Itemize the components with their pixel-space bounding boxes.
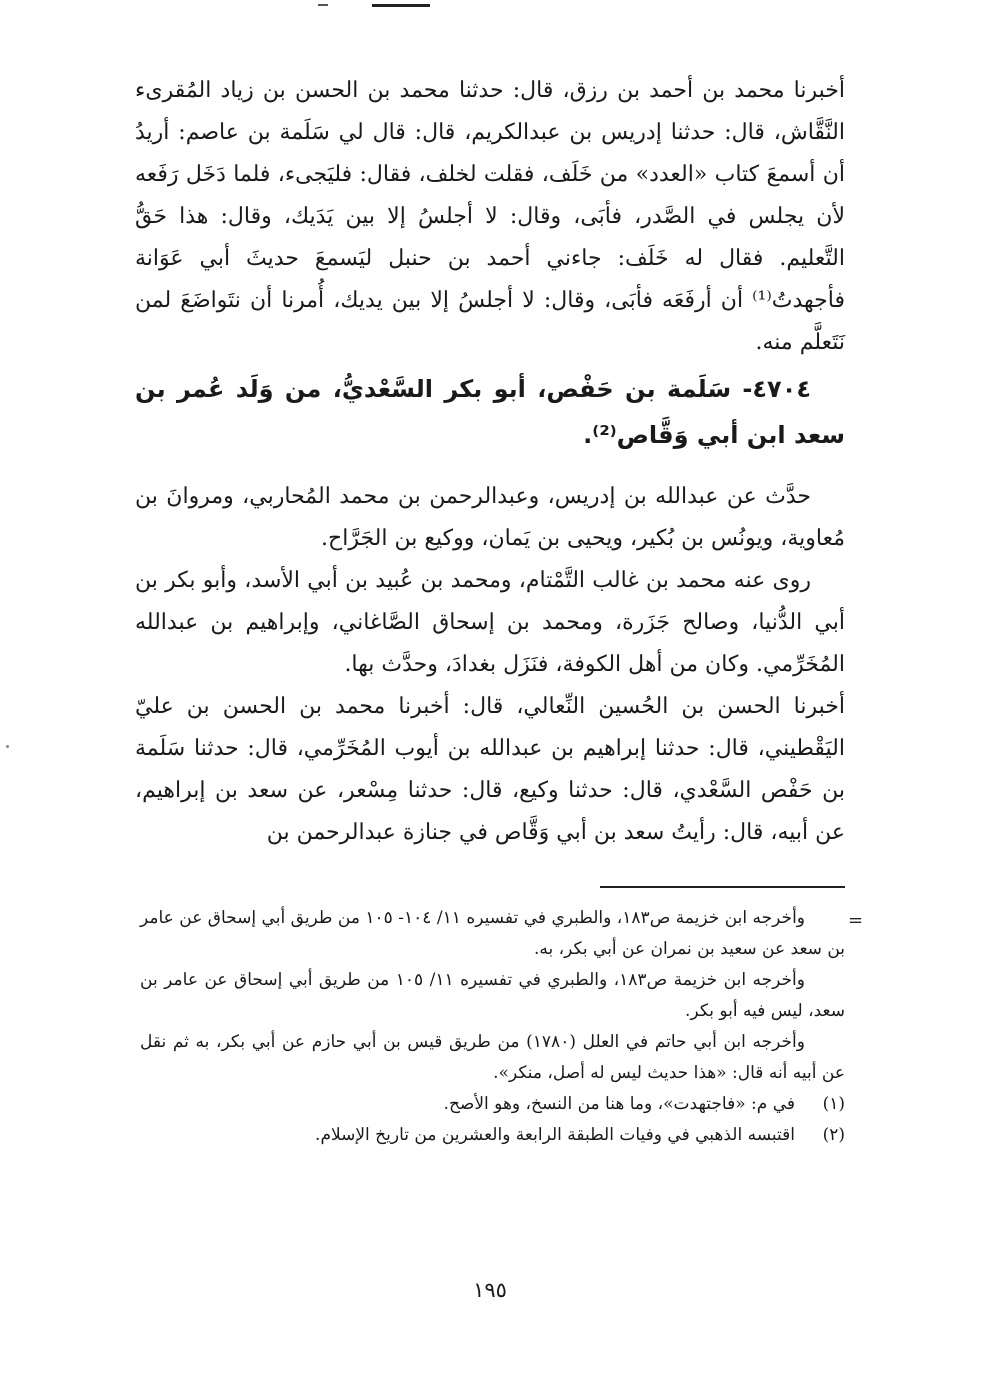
main-text: [135, 70, 845, 854]
footnote-continued-c: وأخرجه ابن أبي حاتم في العلل (١٧٨٠) من طريق قيس بن أبي حازم عن أبي بكر، به ثم نقل عن أبيه أنه قال: «هذا حديث ليس له أصل، منكر».: [140, 1032, 845, 1083]
footnote-1: [140, 1089, 845, 1120]
footnote-continued-b: وأخرجه ابن خزيمة ص١٨٣، والطبري في تفسيره ١١/ ١٠٥ من طريق أبي إسحاق عن عامر بن سعد، ليس فيه أبو بكر.: [140, 970, 845, 1021]
footnote-separator: [600, 886, 845, 888]
footnote-continuation-marker: =: [848, 910, 864, 931]
footnote-text: اقتبسه الذهبي في وفيات الطبقة الرابعة والعشرين من تاريخ الإسلام.: [315, 1125, 795, 1145]
header-rule-fragment: [318, 4, 328, 6]
footnote-number: (٢): [822, 1125, 845, 1145]
paragraph-4: أخبرنا الحسن بن الحُسين النِّعالي، قال: أخبرنا محمد بن الحسن بن عليّ اليَقْطيني، قال: حدثنا إبراهيم بن عبدالله بن أيوب المُخَرِّمي، قال: حدثنا سَلَمة بن حَفْص السَّعْدي، قال: حدثنا وكيع، قال: حدثنا مِسْعر، عن سعد بن إبراهيم، عن أبيه، قال: رأيتُ سعد بن أبي وَقَّاص في جنازة عبدالرحمن بن: [135, 694, 845, 845]
footnote-number: (١): [822, 1094, 845, 1114]
footnote-2: [140, 1120, 845, 1151]
footnote-text: في م: «فاجتهدت»، وما هنا من النسخ، وهو الأصح.: [443, 1094, 795, 1114]
paragraph-3: روى عنه محمد بن غالب التَّمْتام، ومحمد بن عُبيد بن أبي الأسد، وأبو بكر بن أبي الدُّنيا، وصالح جَزَرة، ومحمد بن إسحاق الصَّاغاني، وإبراهيم بن عبدالله المُخَرِّمي. وكان من أهل الكوفة، فنَزَل بغدادَ، وحدَّث بها.: [135, 568, 845, 677]
footnote-continued-a: وأخرجه ابن خزيمة ص١٨٣، والطبري في تفسيره ١١/ ١٠٤- ١٠٥ من طريق أبي إسحاق عن عامر بن سعد عن سعيد بن نمران عن أبي بكر، به.: [140, 908, 845, 959]
margin-speck: [6, 745, 9, 748]
footnotes: [140, 903, 845, 1151]
header-rule: [372, 4, 430, 7]
paragraph-2: حدَّث عن عبدالله بن إدريس، وعبدالرحمن بن محمد المُحاربي، ومروانَ بن مُعاوية، ويونُس بن بُكير، ويحيى بن يَمان، ووكيع بن الجَرَّاح.: [135, 484, 845, 551]
page-number: ١٩٥: [473, 1278, 507, 1302]
entry-heading: ٤٧٠٤- سَلَمة بن حَفْص، أبو بكر السَّعْديُّ، من وَلَد عُمر بن سعد ابن أبي وَقَّاص⁽²⁾.: [135, 375, 845, 449]
paragraph-1: أخبرنا محمد بن أحمد بن رزق، قال: حدثنا محمد بن الحسن بن زياد المُقرىء النَّقَّاش، قال: حدثنا إدريس بن عبدالكريم، قال: قال لي سَلَمة بن عاصم: أريدُ أن أسمعَ كتاب «العدد» من خَلَف، فقلت لخلف، فقال: فليَجىء، فلما دَخَل رَفَعه لأن يجلس في الصَّدر، فأبَى، وقال: لا أجلسُ إلا بين يَدَيك، وقال: هذا حَقُّ التَّعليم. فقال له خَلَف: جاءني أحمد بن حنبل ليَسمعَ حديثَ أبي عَوَانة فأجهدتُ⁽¹⁾ أن أرفَعَه فأبَى، وقال: لا أجلسُ إلا بين يديك، أُمرنا أن نتَواضَعَ لمن نَتَعلَّم منه.: [135, 78, 845, 355]
